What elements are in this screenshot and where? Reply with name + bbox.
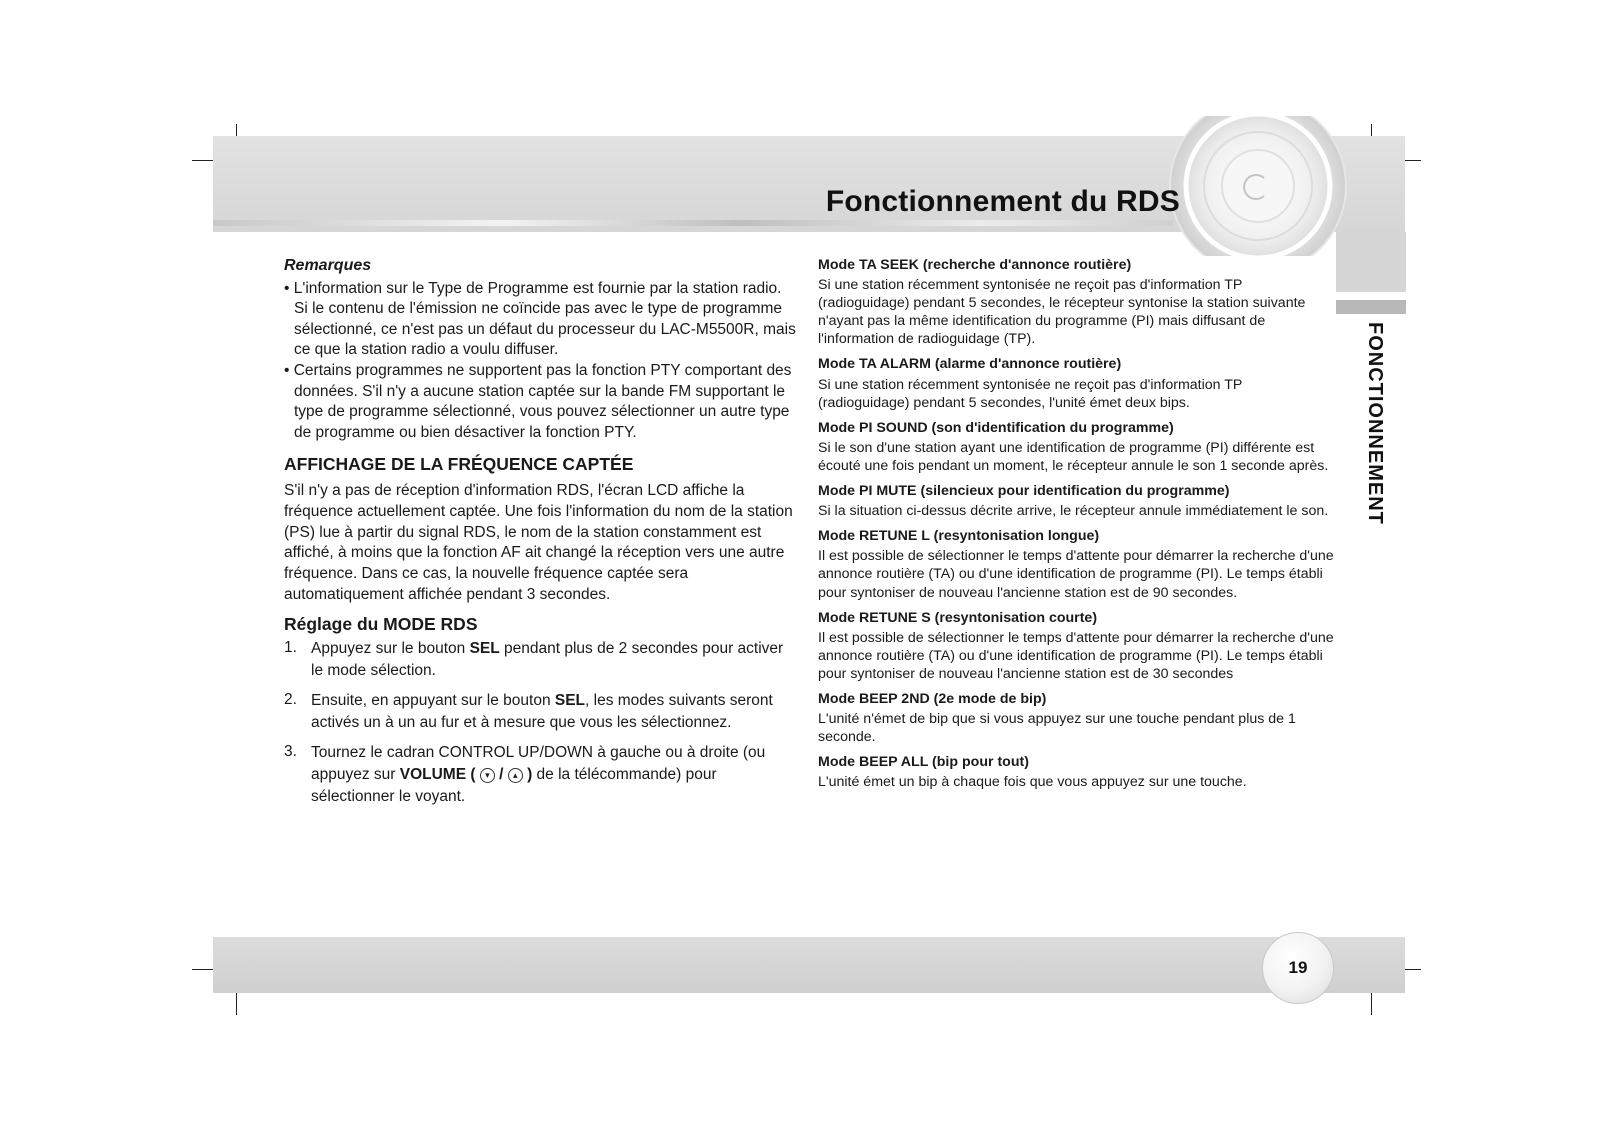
header-stripe — [213, 220, 1173, 226]
affichage-paragraph: S'il n'y a pas de réception d'information RDS, l'écran LCD affiche la fréquence actuellement captée. Une fois l'information du nom de la station (PS) lue à partir du signal RDS, le nom de la station constamment est affiché, à moins que la fonction AF ait changé la réception vers une autre fréquence. Dans ce cas, la nouvelle fréquence captée sera automatiquement affichée pendant 3 secondes. — [284, 481, 793, 603]
right-column — [818, 256, 1334, 798]
mode-heading: Mode TA ALARM (alarme d'annonce routière) — [818, 356, 1122, 373]
mode-text: L'unité émet un bip à chaque fois que vous appuyez sur une touche. — [818, 774, 1247, 791]
step-text-part: Tournez le cadran CONTROL UP/DOWN à gauche ou à droite (ou appuyez sur — [311, 744, 766, 784]
mode-text: Si une station récemment syntonisée ne reçoit pas d'information TP (radioguidage) pendant 5 secondes, le récepteur syntonise la station suivante n'ayant pas la même identification du programme (PI) mais diffusant de l'information de radioguidage (TP). — [818, 277, 1306, 348]
mode-section — [818, 527, 1334, 601]
step-text-part: de la télécommande) pour sélectionner le voyant. — [311, 766, 717, 806]
affichage-heading: AFFICHAGE DE LA FRÉQUENCE CAPTÉE — [284, 454, 634, 475]
side-tab-label: FONCTIONNEMENT — [1364, 322, 1386, 525]
step-text — [311, 690, 796, 734]
volume-close: ) — [522, 766, 533, 784]
mode-section — [818, 482, 1334, 520]
sel-key-label: SEL — [469, 640, 500, 658]
mode-text: Si une station récemment syntonisée ne reçoit pas d'information TP (radioguidage) pendant 5 secondes, l'unité émet deux bips. — [818, 376, 1243, 411]
volume-up-icon: ▴ — [508, 768, 523, 783]
step-text-part: , les modes suivants seront activés un à un au fur et à mesure que vous les sélectionnez. — [311, 692, 773, 732]
mode-section — [818, 753, 1334, 791]
disc-graphic — [1160, 116, 1360, 256]
mode-heading: Mode BEEP 2ND (2e mode de bip) — [818, 690, 1047, 707]
mode-text: Si le son d'une station ayant une identification de programme (PI) différente est écouté une fois pendant un moment, le récepteur annule le son 1 seconde après. — [818, 439, 1329, 474]
mode-heading: Mode RETUNE S (resyntonisation courte) — [818, 609, 1098, 626]
mode-heading: Mode PI MUTE (silencieux pour identification du programme) — [818, 483, 1230, 500]
step-number: 2. — [284, 691, 297, 709]
step-number: 3. — [284, 743, 297, 761]
side-band — [1336, 232, 1406, 292]
step-number: 1. — [284, 639, 297, 657]
step-item — [284, 638, 796, 682]
reglage-heading: Réglage du MODE RDS — [284, 613, 478, 634]
page-title: Fonctionnement du RDS — [825, 185, 1180, 218]
step-text — [311, 742, 796, 808]
footer-band — [213, 937, 1405, 993]
mode-heading: Mode TA SEEK (recherche d'annonce routière) — [818, 257, 1132, 273]
mode-section — [818, 355, 1334, 411]
volume-key-label: VOLUME ( — [399, 766, 476, 784]
remarque-item: • L'information sur le Type de Programme est fournie par la station radio. Si le contenu de l'émission ne coïncide pas avec le type de programme sélectionné, ce n'est pas un défaut du processeur du LAC-M5500R, mais ce que la station radio a voulu diffuser. — [284, 279, 796, 359]
step-text-part: pendant plus de 2 secondes pour activer le mode sélection. — [311, 640, 784, 680]
step-item — [284, 742, 796, 808]
mode-text: Si la situation ci-dessus décrite arrive, le récepteur annule immédiatement le son. — [818, 503, 1329, 520]
mode-text: L'unité n'émet de bip que si vous appuyez sur une touche pendant plus de 1 seconde. — [818, 711, 1296, 746]
mode-heading: Mode PI SOUND (son d'identification du programme) — [818, 419, 1174, 436]
mode-heading: Mode RETUNE L (resyntonisation longue) — [818, 528, 1100, 545]
volume-slash: / — [494, 766, 508, 784]
mode-heading: Mode BEEP ALL (bip pour tout) — [818, 754, 1029, 771]
mode-text: Il est possible de sélectionner le temps d'attente pour démarrer la recherche d'une annonce routière (TA) ou d'une identification de programme (PI). Le temps établi pour syntoniser de nouveau l'ancienne station est de 90 secondes. — [818, 548, 1334, 601]
step-text — [311, 638, 796, 682]
mode-section — [818, 256, 1334, 348]
volume-down-icon: ▾ — [480, 768, 495, 783]
remarque-item: • Certains programmes ne supportent pas la fonction PTY comportant des données. S'il n'y a aucune station captée sur la bande FM supportant le type de programme sélectionné, vous pouvez sélectionner un autre type de programme ou bien désactiver la fonction PTY. — [284, 361, 792, 441]
remarques-title: Remarques — [284, 257, 372, 274]
side-tab-marker — [1336, 300, 1406, 314]
sel-key-label: SEL — [554, 692, 586, 710]
mode-section — [818, 690, 1334, 746]
step-text-part: Ensuite, en appuyant sur le bouton — [311, 692, 555, 710]
step-item — [284, 690, 796, 734]
step-text-part: Appuyez sur le bouton — [311, 640, 470, 658]
mode-section — [818, 609, 1334, 683]
page-number: 19 — [1262, 932, 1334, 1004]
left-column — [284, 256, 796, 816]
mode-text: Il est possible de sélectionner le temps d'attente pour démarrer la recherche d'une annonce routière (TA) ou d'une identification de programme (PI). Le temps établi pour syntoniser de nouveau l'ancienne station est de 30 secondes — [818, 629, 1334, 682]
mode-section — [818, 419, 1334, 475]
